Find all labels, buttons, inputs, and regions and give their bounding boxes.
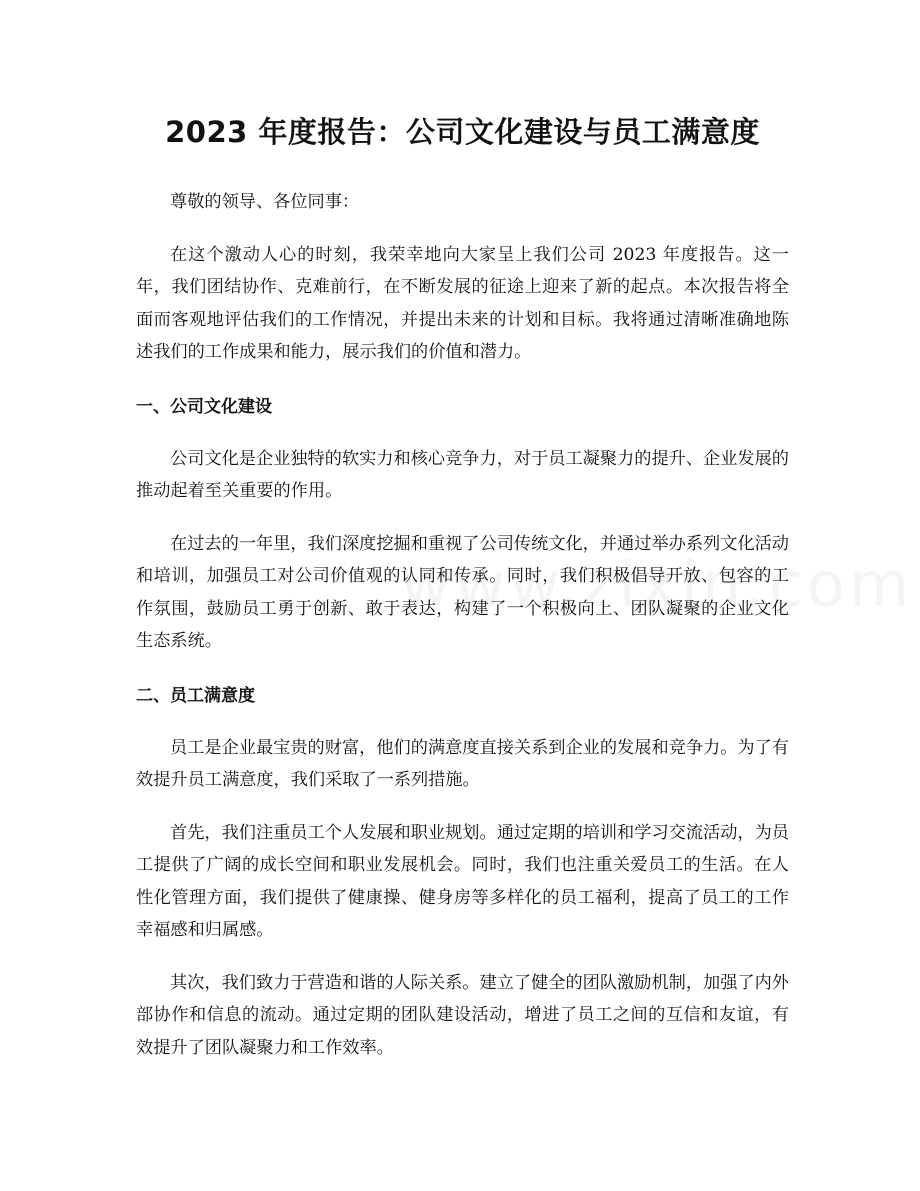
satisfaction-paragraph-3: 其次，我们致力于营造和谐的人际关系。建立了健全的团队激励机制，加强了内外部协作和信息的流动。通过定期的团队建设活动，增进了员工之间的互信和友谊，有效提升了团队凝聚力和工作效率。: [136, 972, 789, 1058]
intro-paragraph: 在这个激动人心的时刻，我荣幸地向大家呈上我们公司 2023 年度报告。这一年，我们团结协作、克难前行，在不断发展的征途上迎来了新的起点。本次报告将全面而客观地评估我们的工作情况，并提出未来的计划和目标。我将通过清晰准确地陈述我们的工作成果和能力，展示我们的价值和潜力。: [136, 244, 789, 362]
section-heading-satisfaction: 二、员工满意度: [136, 685, 255, 706]
section-heading-culture: 一、公司文化建设: [136, 396, 272, 417]
culture-paragraph-1: 公司文化是企业独特的软实力和核心竞争力，对于员工凝聚力的提升、企业发展的推动起着至关重要的作用。: [136, 448, 789, 501]
salutation: 尊敬的领导、各位同事：: [170, 192, 360, 212]
culture-paragraph-2: 在过去的一年里，我们深度挖掘和重视了公司传统文化，并通过举办系列文化活动和培训，加强员工对公司价值观的认同和传承。同时，我们积极倡导开放、包容的工作氛围，鼓励员工勇于创新、敢于表达，构建了一个积极向上、团队凝聚的企业文化生态系统。: [136, 533, 789, 651]
satisfaction-paragraph-2: 首先，我们注重员工个人发展和职业规划。通过定期的培训和学习交流活动，为员工提供了广阔的成长空间和职业发展机会。同时，我们也注重关爱员工的生活。在人性化管理方面，我们提供了健康操、健身房等多样化的员工福利，提高了员工的工作幸福感和归属感。: [136, 822, 789, 940]
satisfaction-paragraph-1: 员工是企业最宝贵的财富，他们的满意度直接关系到企业的发展和竞争力。为了有效提升员工满意度，我们采取了一系列措施。: [136, 737, 789, 790]
page-title: 2023 年度报告：公司文化建设与员工满意度: [165, 115, 760, 149]
